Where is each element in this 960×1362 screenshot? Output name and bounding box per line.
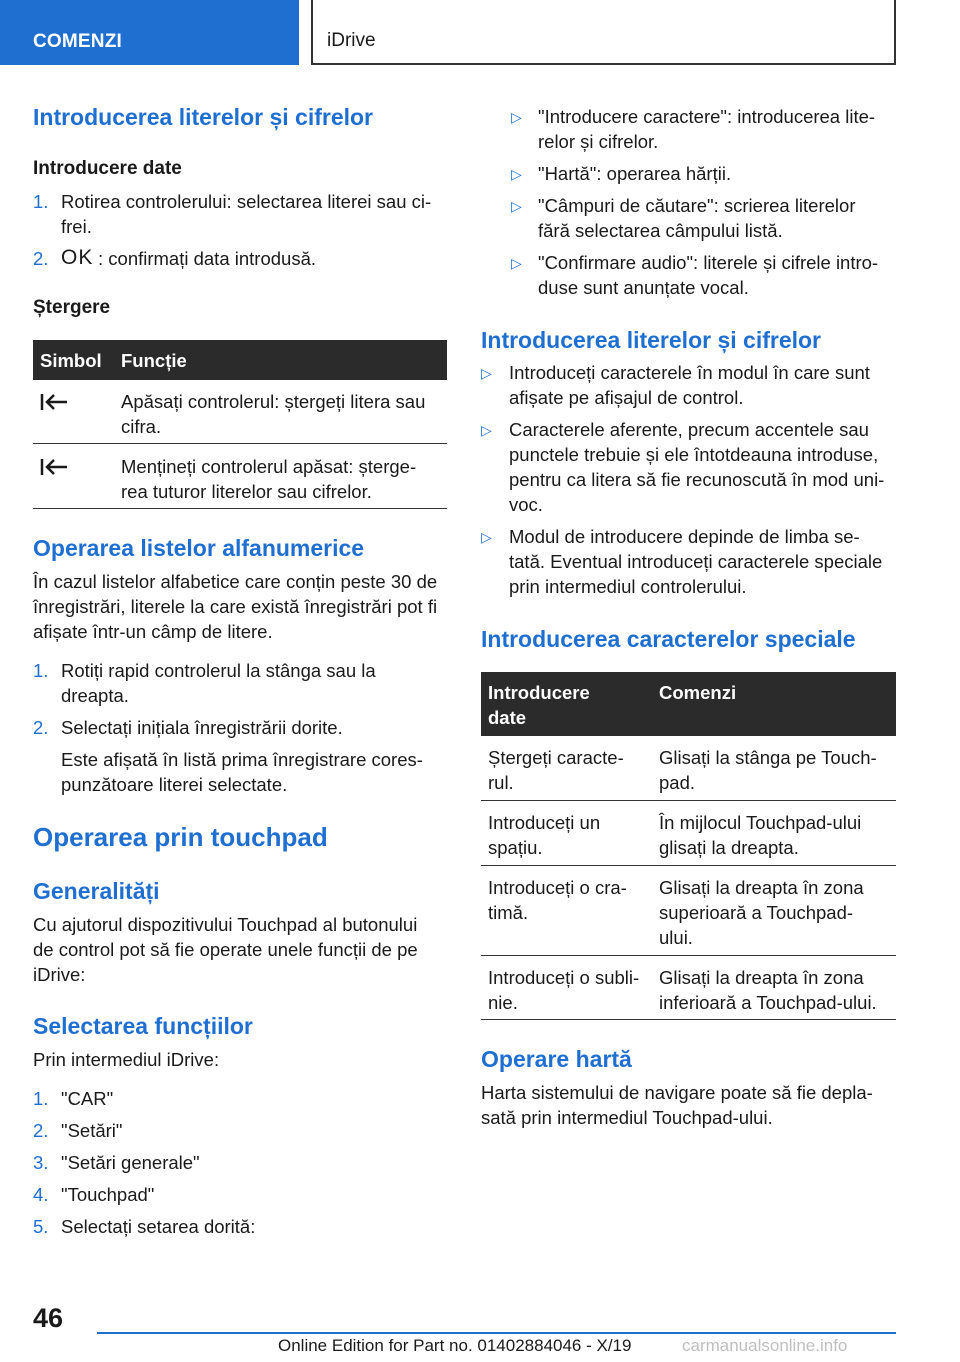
table-header: Simbol Funcție <box>33 340 447 380</box>
heading-map: Operare hartă <box>481 1046 632 1072</box>
table-row: Introduceți o cra- timă. Glisați la dreapta în zona superioară a Touchpad- ului. <box>481 866 896 956</box>
chapter-box <box>311 0 896 65</box>
heading-lists: Operarea listelor alfanumerice <box>33 535 365 561</box>
step-note: Este afișată în listă prima înregistrare cores- <box>61 749 423 770</box>
subheading-input: Introducere date <box>33 158 182 179</box>
section-title: COMENZI <box>33 31 123 52</box>
step-note: punzătoare literei selectate. <box>61 774 288 795</box>
triangle-bullet-icon: ▷ <box>481 529 492 545</box>
section-tab <box>0 0 299 65</box>
backspace-icon <box>39 391 69 413</box>
table-row: Mențineți controlerul apăsat: șterge- rea tuturor literelor sau cifrelor. <box>33 444 447 509</box>
heading-special: Introducerea caracterelor speciale <box>481 626 856 652</box>
footer-rule <box>97 1332 896 1334</box>
backspace-icon <box>39 456 69 478</box>
triangle-bullet-icon: ▷ <box>511 255 522 271</box>
heading-general: Generalități <box>33 878 160 904</box>
table-row: Ștergeți caracte- rul. Glisați la stânga pe Touch- pad. <box>481 736 896 801</box>
page-number: 46 <box>33 1303 64 1333</box>
heading-intro: Introducerea literelor și cifrelor <box>33 104 374 130</box>
edition-text: Online Edition for Part no. 01402884046 - X/19 <box>278 1336 632 1355</box>
heading-touchpad: Operarea prin touchpad <box>33 822 328 852</box>
table-row: Introduceți o subli- nie. Glisați la dreapta în zona inferioară a Touchpad-ului. <box>481 956 896 1020</box>
watermark: carmanualsonline.info <box>682 1336 848 1355</box>
table-row: Introduceți un spațiu. În mijlocul Touchpad-ului glisați la dreapta. <box>481 801 896 866</box>
ok-icon: OK <box>61 246 94 269</box>
table-row: Apăsați controlerul: ștergeți litera sau cifra. <box>33 380 447 444</box>
triangle-bullet-icon: ▷ <box>481 365 492 381</box>
chapter-title: iDrive <box>327 30 376 51</box>
triangle-bullet-icon: ▷ <box>481 422 492 438</box>
triangle-bullet-icon: ▷ <box>511 166 522 182</box>
heading-select: Selectarea funcțiilor <box>33 1013 253 1039</box>
triangle-bullet-icon: ▷ <box>511 198 522 214</box>
triangle-bullet-icon: ▷ <box>511 109 522 125</box>
table-header: Introducere date Comenzi <box>481 672 896 736</box>
heading-intro-2: Introducerea literelor și cifrelor <box>481 327 822 353</box>
subheading-delete: Ștergere <box>33 297 111 318</box>
